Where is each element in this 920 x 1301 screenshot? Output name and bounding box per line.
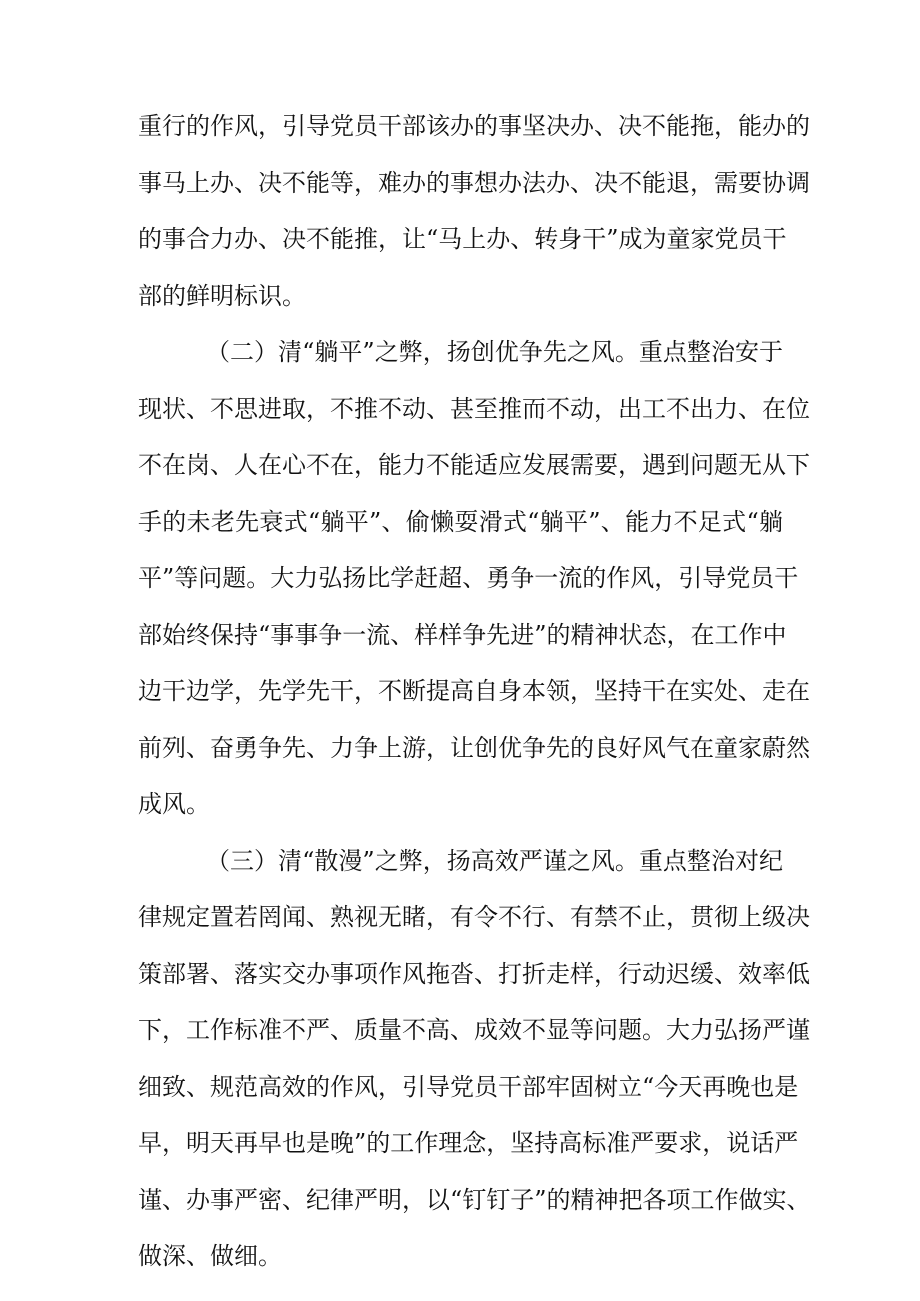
text-line: 的事合力办、决不能推，让“马上办、转身干”成为童家党员干 xyxy=(138,225,787,253)
text-line: 律规定置若罔闻、熟视无睹，有令不行、有禁不止，贯彻上级决 xyxy=(138,903,810,931)
text-line: 现状、不思进取，不推不动、甚至推而不动，出工不出力、在位 xyxy=(138,394,810,423)
paragraph-2 xyxy=(138,324,810,833)
text-line: 细致、规范高效的作风，引导党员干部牢固树立“今天再晚也是 xyxy=(138,1072,799,1101)
document-body xyxy=(138,98,811,1285)
text-line: 策部署、落实交办事项作风拖沓、打折走样，行动迟缓、效率低 xyxy=(138,959,810,988)
text-line: 事马上办、决不能等，难办的事想办法办、决不能退，需要协调 xyxy=(138,168,810,197)
text-line: 重行的作风，引导党员干部该办的事坚决办、决不能拖，能办的 xyxy=(138,112,810,140)
text-line: 成风。 xyxy=(138,790,210,818)
text-line: 手的未老先衰式“躺平”、偷懒耍滑式“躺平”、能力不足式“躺 xyxy=(138,507,783,536)
paragraph-3 xyxy=(138,833,811,1285)
text-line: （三）清“散漫”之弊，扬高效严谨之风。重点整治对纪 xyxy=(206,846,783,875)
text-line: 不在岗、人在心不在，能力不能适应发展需要，遇到问题无从下 xyxy=(138,451,810,479)
text-line: 谨、办事严密、纪律严明，以“钉钉子”的精神把各项工作做实、 xyxy=(138,1185,811,1214)
text-line: 平”等问题。大力弘扬比学赶超、勇争一流的作风，引导党员干 xyxy=(138,564,799,592)
text-line: 部的鲜明标识。 xyxy=(138,281,306,310)
text-line: 早，明天再早也是晚”的工作理念，坚持高标准严要求，说话严 xyxy=(138,1129,799,1157)
text-line: 部始终保持“事事争一流、样样争先进”的精神状态，在工作中 xyxy=(138,620,787,649)
text-line: 做深、做细。 xyxy=(138,1242,282,1270)
text-line: 边干边学，先学先干，不断提高自身本领，坚持干在实处、走在 xyxy=(138,677,810,705)
text-line: 前列、奋勇争先、力争上游，让创优争先的良好风气在童家蔚然 xyxy=(138,733,810,762)
text-line: （二）清“躺平”之弊，扬创优争先之风。重点整治安于 xyxy=(206,338,783,366)
text-line: 下，工作标准不严、质量不高、成效不显等问题。大力弘扬严谨 xyxy=(138,1016,810,1044)
paragraph-1 xyxy=(138,98,810,324)
